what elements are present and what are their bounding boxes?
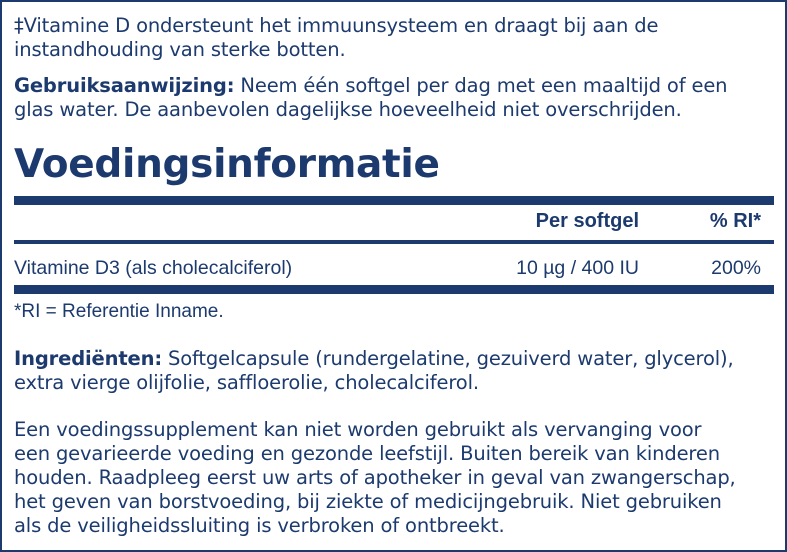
ingredients-text bbox=[14, 347, 734, 395]
double-dagger-marker: ‡ bbox=[14, 14, 24, 37]
directions-line: glas water. De aanbevolen dagelijkse hoeveelheid niet overschrijden. bbox=[14, 98, 682, 121]
warning-line: houden. Raadpleeg eerst uw arts of apotheker in geval van zwangerschap, bbox=[14, 466, 736, 489]
table-top-rule bbox=[14, 196, 774, 205]
table-header-rule bbox=[14, 240, 774, 244]
warning-line: Een voedingssupplement kan niet worden gebruikt als vervanging voor bbox=[14, 418, 702, 441]
nutrient-amount: 10 µg / 400 IU bbox=[516, 257, 639, 279]
nutrient-ri: 200% bbox=[711, 257, 761, 279]
ri-footnote: *RI = Referentie Inname. bbox=[14, 301, 224, 322]
nutrient-name: Vitamine D3 (als cholecalciferol) bbox=[14, 257, 293, 279]
claim-text bbox=[14, 14, 658, 62]
directions-line: Gebruiksaanwijzing: Neem één softgel per dag met een maaltijd of een bbox=[14, 74, 728, 97]
ingredients-line: extra vierge olijfolie, saffloerolie, cholecalciferol. bbox=[14, 371, 479, 394]
directions-label: Gebruiksaanwijzing: bbox=[14, 74, 235, 97]
column-header-ri: % RI* bbox=[709, 210, 761, 232]
claim-line: ‡Vitamine D ondersteunt het immuunsysteem en draagt bij aan de bbox=[14, 14, 659, 37]
warning-line: als de veiligheidssluiting is verbroken of ontbreekt. bbox=[14, 514, 505, 537]
warning-line: het geven van borstvoeding, bij ziekte of medicijngebruik. Niet gebruiken bbox=[14, 490, 722, 513]
warning-text bbox=[14, 418, 736, 538]
directions-text bbox=[14, 74, 727, 122]
ingredients-label: Ingrediënten: bbox=[14, 347, 162, 370]
warning-line: een gevarieerde voeding en gezonde leefstijl. Buiten bereik van kinderen bbox=[14, 442, 720, 465]
nutrition-title: Voedingsinformatie bbox=[14, 142, 440, 187]
table-bottom-rule bbox=[14, 285, 774, 294]
ingredients-line: Ingrediënten: Softgelcapsule (rundergelatine, gezuiverd water, glycerol), bbox=[14, 347, 734, 370]
claim-line: instandhouding van sterke botten. bbox=[14, 38, 346, 61]
column-header-per-softgel: Per softgel bbox=[535, 210, 639, 232]
